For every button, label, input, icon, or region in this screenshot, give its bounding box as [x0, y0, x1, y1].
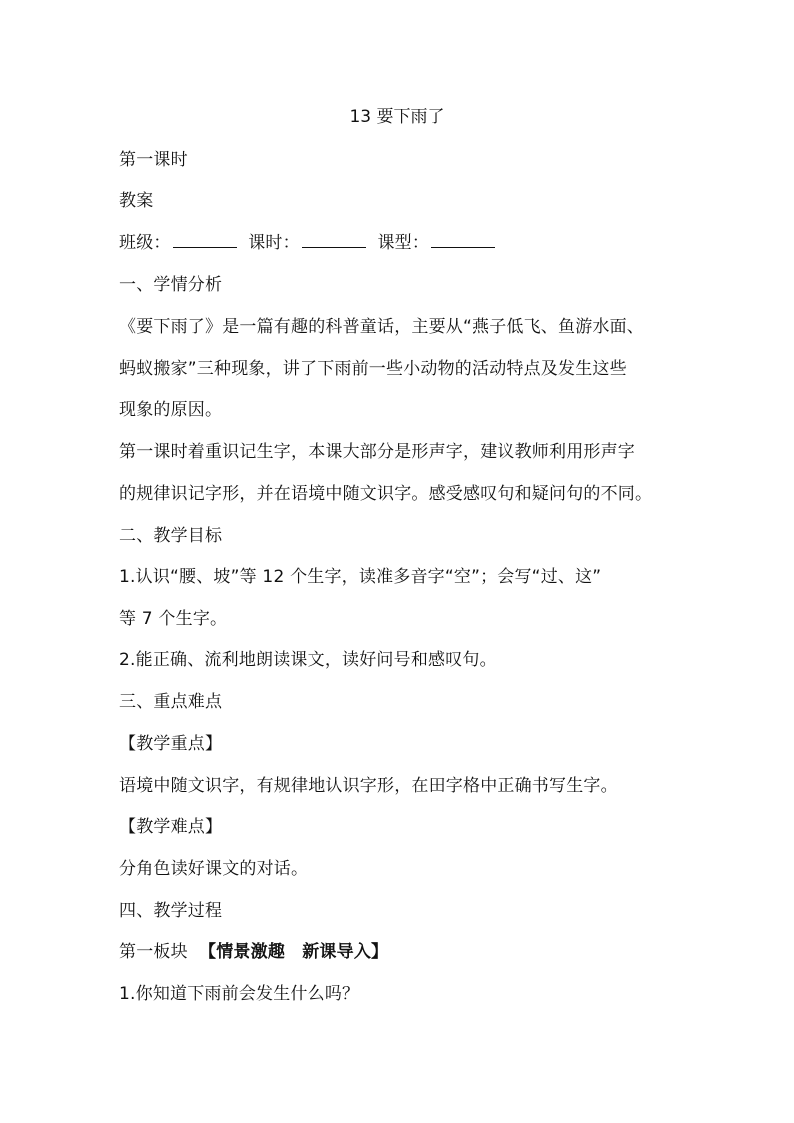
- doc-type-label: 教案: [119, 191, 154, 211]
- type-blank: [431, 233, 495, 248]
- block-title: 【情景激趣 新课导入】: [199, 942, 389, 962]
- block-label: 第一板块: [119, 942, 188, 962]
- goal2-line: 2.能正确、流利地朗读课文，读好问号和感叹句。: [119, 650, 497, 670]
- key-point-text: 语境中随文识字，有规律地认识字形，在田字格中正确书写生字。: [119, 776, 618, 796]
- type-field-label: 课型：: [377, 233, 430, 253]
- period-field-label: 课时：: [248, 233, 300, 253]
- section1-p1-line: 现象的原因。: [119, 400, 223, 420]
- lesson-label: 第一课时: [119, 150, 188, 170]
- goal1-line: 等 7 个生字。: [119, 609, 228, 629]
- period-blank: [302, 233, 366, 248]
- key-point-label: 【教学重点】: [119, 734, 223, 754]
- process-item-1: 1.你知道下雨前会发生什么吗？: [119, 984, 360, 1004]
- class-field-label: 班级：: [119, 233, 171, 253]
- section1-p2-line: 的规律识记字形，并在语境中随文识字。感受感叹句和疑问句的不同。: [119, 484, 653, 504]
- form-fields-row: [119, 231, 699, 255]
- section1-p1-line: 蚂蚁搬家”三种现象，讲了下雨前一些小动物的活动特点及发生这些: [119, 359, 627, 379]
- block-row: [119, 940, 699, 964]
- section1-p2-line: 第一课时着重识记生字，本课大部分是形声字，建议教师利用形声字: [119, 442, 635, 462]
- class-blank: [173, 233, 237, 248]
- section1-heading: 一、学情分析: [119, 275, 223, 295]
- section4-heading: 四、教学过程: [119, 901, 223, 921]
- section1-p1-line: 《要下雨了》是一篇有趣的科普童话，主要从“燕子低飞、鱼游水面、: [119, 317, 645, 337]
- difficult-point-text: 分角色读好课文的对话。: [119, 859, 309, 879]
- difficult-point-label: 【教学难点】: [119, 817, 223, 837]
- section2-heading: 二、教学目标: [119, 526, 223, 546]
- section3-heading: 三、重点难点: [119, 692, 223, 712]
- goal1-line: 1.认识“腰、坡”等 12 个生字，读准多音字“空”；会写“过、这”: [119, 567, 602, 587]
- document-title: 13 要下雨了: [349, 107, 445, 127]
